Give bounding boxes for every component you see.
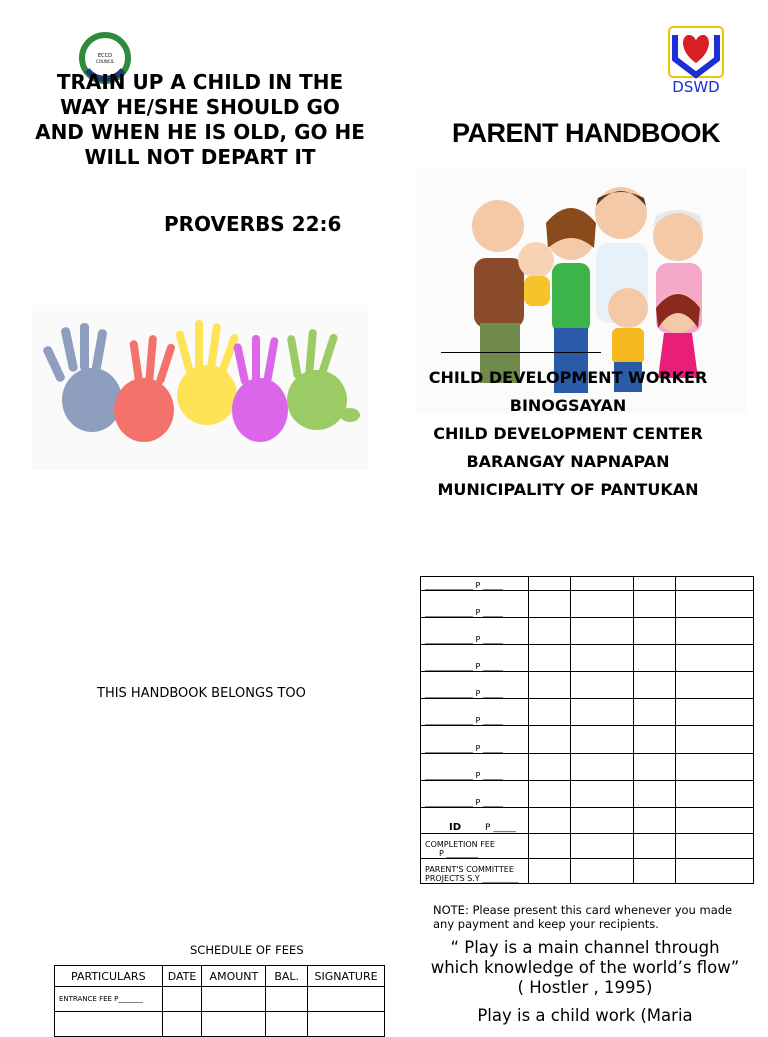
payment-table xyxy=(420,576,754,884)
id-cell xyxy=(421,807,529,833)
verse-line: TRAIN UP A CHILD IN THE xyxy=(56,70,344,94)
schedule-of-fees-table xyxy=(54,965,385,1037)
table-row xyxy=(421,591,754,618)
payment-cell: ____________ P _____ xyxy=(421,726,529,753)
table-row xyxy=(421,618,754,645)
table-row xyxy=(421,577,754,591)
table-row xyxy=(421,833,754,858)
svg-text:COUNCIL: COUNCIL xyxy=(95,59,115,64)
table-row xyxy=(421,807,754,833)
payment-cell: ____________ P _____ xyxy=(421,618,529,645)
table-header-row xyxy=(55,966,385,987)
table-row xyxy=(421,645,754,672)
payment-cell: ____________ P _____ xyxy=(421,577,529,591)
committee-projects: PROJECTS S.Y _________ xyxy=(425,874,519,883)
completion-fee-label: COMPLETION FEE xyxy=(425,839,495,849)
municipality: MUNICIPALITY OF PANTUKAN xyxy=(437,480,699,499)
verse-line: WILL NOT DEPART IT xyxy=(84,145,316,169)
table-row xyxy=(421,672,754,699)
table-row xyxy=(421,780,754,807)
payment-cell: ____________ P _____ xyxy=(421,672,529,699)
committee-label: PARENT'S COMMITTEE xyxy=(425,865,514,874)
play-quote: “ Play is a main channel through which knowledge of the world’s flow” ( Hostler , 1995) xyxy=(430,938,740,997)
verse-line: WAY HE/SHE SHOULD GO xyxy=(60,95,340,119)
column-header: SIGNATURE xyxy=(308,966,385,987)
column-header: BAL. xyxy=(266,966,308,987)
payment-cell: ____________ P _____ xyxy=(421,699,529,726)
table-row xyxy=(421,753,754,780)
completion-fee-cell xyxy=(421,833,529,858)
bible-verse xyxy=(28,70,372,170)
worker-name-line xyxy=(441,352,601,353)
svg-text:ECCD: ECCD xyxy=(98,53,112,59)
dswd-logo xyxy=(667,25,725,79)
fee-cell xyxy=(55,1012,163,1037)
payment-note: NOTE: Please present this card whenever you made any payment and keep your recipients. xyxy=(433,903,733,931)
page-title: PARENT HANDBOOK xyxy=(452,118,720,148)
committee-cell xyxy=(421,858,529,883)
payment-cell: ____________ P _____ xyxy=(421,591,529,618)
worker-label: CHILD DEVELOPMENT WORKER xyxy=(428,368,708,387)
table-row xyxy=(55,987,385,1012)
payment-cell: ____________ P _____ xyxy=(421,780,529,807)
id-label: ID xyxy=(449,821,462,833)
verse-line: AND WHEN HE IS OLD, GO HE xyxy=(35,120,365,144)
table-row xyxy=(421,726,754,753)
completion-fee-amount: P ________ xyxy=(439,848,479,858)
verse-reference: PROVERBS 22:6 xyxy=(164,212,342,236)
column-header: DATE xyxy=(162,966,202,987)
center-name: BINOGSAYAN xyxy=(509,396,627,415)
barangay: BARANGAY NAPNAPAN xyxy=(466,452,670,471)
column-header: PARTICULARS xyxy=(55,966,163,987)
play-quote-second: Play is a child work (Maria xyxy=(477,1006,693,1025)
column-header: AMOUNT xyxy=(202,966,266,987)
table-row xyxy=(421,699,754,726)
center-info xyxy=(418,364,718,504)
center-type: CHILD DEVELOPMENT CENTER xyxy=(433,424,703,443)
handprints-illustration xyxy=(32,305,368,470)
handbook-owner-label: THIS HANDBOOK BELONGS TOO xyxy=(97,686,306,701)
payment-cell: ____________ P _____ xyxy=(421,753,529,780)
schedule-of-fees-title: SCHEDULE OF FEES xyxy=(190,943,304,957)
table-row xyxy=(421,858,754,883)
entrance-fee-cell: ENTRANCE FEE P_______ xyxy=(55,987,163,1012)
id-amount: P _____ xyxy=(485,822,516,833)
payment-cell: ____________ P _____ xyxy=(421,645,529,672)
dswd-label: DSWD xyxy=(672,78,720,96)
table-row xyxy=(55,1012,385,1037)
